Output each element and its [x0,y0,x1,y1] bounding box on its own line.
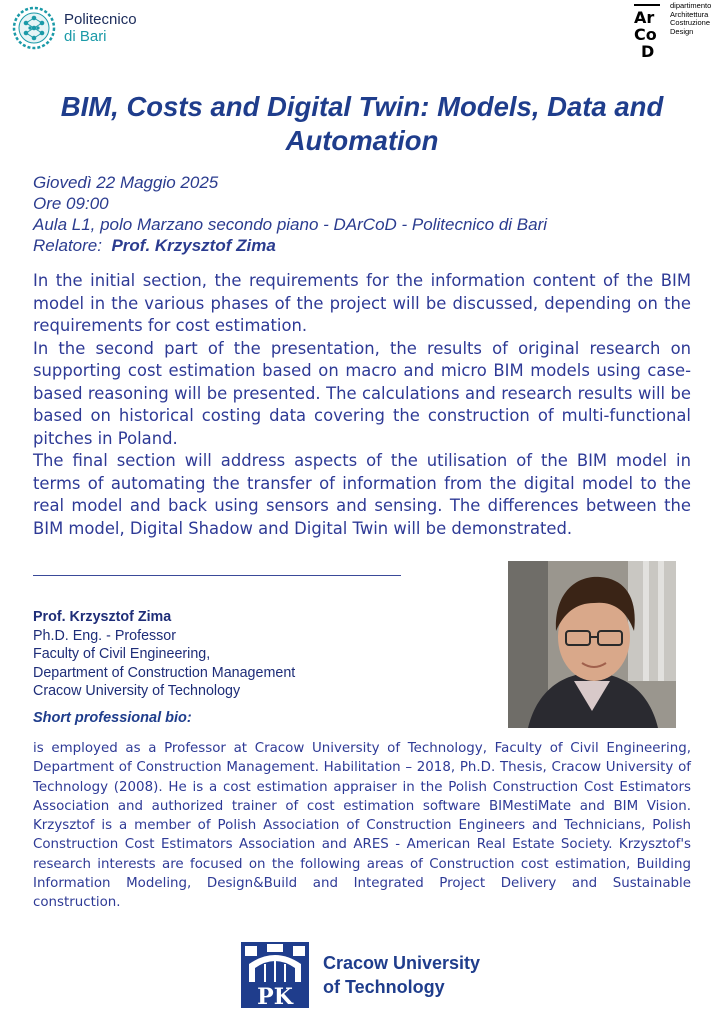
cracow-line2: of Technology [323,977,445,997]
arcod-small-3: Costruzione [670,18,711,27]
cracow-university-logo [241,942,480,1008]
arcod-letters-2: Co [634,25,657,44]
arcod-small-2: Architettura [670,9,709,19]
politecnico-wordmark [64,11,137,45]
speaker-label: Relatore: [33,236,102,255]
arcod-small-4: Design [670,26,694,36]
arcod-letters-1: Ar [634,8,655,27]
arcod-letters-3: D [641,42,655,61]
event-speaker [33,235,547,256]
event-time: Ore 09:00 [33,194,109,213]
cracow-line1: Cracow University [323,953,481,973]
bio-heading: Short professional bio: [33,710,192,726]
speaker-photo [508,561,676,728]
speaker-faculty: Faculty of Civil Engineering, [33,646,211,662]
abstract-paragraph-3: The final section will address aspects of the utilisation of the BIM model in terms of automating the transfer of information from the digital model to the real model and back using sensors and sensing. The differences between the BIM model, Digital Shadow and Digital Twin will be demonstrated. [33,451,691,538]
crest-letters: PK [257,984,293,1008]
divider-line [33,575,401,576]
arcod-small-1: dipartimento [670,1,712,10]
abstract-paragraph-2: In the second part of the presentation, the results of original research on supporting cost estimation based on macro and micro BIM models using case-based reasoning will be presented. The calculations and research results will be based on historical costing data covering the construction of multi-functional pitches in Poland. [33,338,691,448]
event-location: Aula L1, polo Marzano secondo piano - DArCoD - Politecnico di Bari [33,215,548,234]
arcod-logo [634,1,712,61]
speaker-title: Ph.D. Eng. - Professor [33,627,177,644]
abstract-paragraph-1: In the initial section, the requirements for the information content of the BIM model in the various phases of the project will be discussed, depending on the requirements for cost estimation. [33,271,691,335]
speaker-university: Cracow University of Technology [33,683,241,699]
speaker-details [33,608,295,701]
abstract [33,270,691,540]
speaker-department: Department of Construction Management [33,664,296,681]
pk-crest-icon [241,942,309,1008]
arcod-department-text [670,2,724,36]
politecnico-line2: di Bari [64,28,107,45]
event-title: BIM, Costs and Digital Twin: Models, Data and Automation [60,91,664,156]
event-info [33,172,547,256]
gear-network-icon [12,6,56,50]
speaker-details-name: Prof. Krzysztof Zima [33,609,172,625]
bio-text: is employed as a Professor at Cracow University of Technology, Faculty of Civil Engineering, Department of Construction Management. Habilitation – 2018, Ph.D. Thesis, Cracow University of Technology (2008). He is a cost estimation appraiser in the Polish Construction Cost Estimators Association and authorized trainer of cost estimation software BIMestiMate and BIM Vision. Krzysztof is a member of Polish Association of Construction Engineers and Technicians, Polish Construction Cost Estimators Association and ARES - American Real Estate Society. Krzysztof's research interests are focused on the following areas of Construction cost estimation, Building Information Modeling, Design&Build and Integrated Project Delivery and Sustainable construction. [33,741,691,911]
speaker-name: Prof. Krzysztof Zima [111,236,276,255]
politecnico-logo [12,6,137,50]
arcod-bar [634,4,660,6]
cracow-wordmark [323,951,480,999]
event-date: Giovedì 22 Maggio 2025 [33,173,219,192]
politecnico-line1: Politecnico [64,11,137,28]
